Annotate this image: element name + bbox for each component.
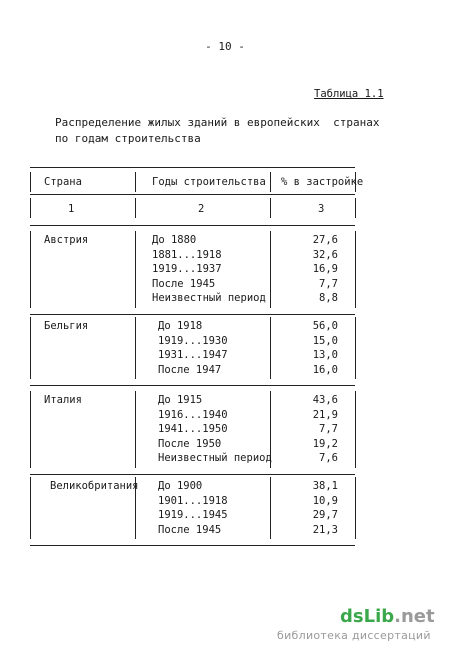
column-rule	[355, 391, 356, 468]
period-cell: До 1900	[158, 480, 203, 492]
group-separator-rule	[30, 314, 355, 315]
header-number-2: 2	[198, 203, 205, 215]
period-cell: После 1947	[158, 363, 222, 376]
percent-cell: 7,6	[319, 452, 338, 464]
group-separator-rule	[30, 385, 355, 386]
period-cell: После 1945	[152, 277, 216, 290]
column-rule	[355, 477, 356, 539]
column-rule	[135, 198, 136, 218]
column-rule	[270, 317, 271, 379]
period-cell: До 1918	[158, 320, 203, 332]
percent-cell: 38,1	[312, 480, 338, 492]
percent-cell: 7,7	[319, 423, 338, 435]
period-cell: 1901...1918	[158, 494, 228, 507]
table-caption-line-1: Распределение жилых зданий в европейских странах	[55, 116, 380, 129]
period-cell: 1941...1950	[158, 423, 228, 435]
percent-cell: 32,6	[312, 248, 338, 261]
percent-cell: 8,8	[319, 292, 338, 304]
column-rule	[30, 317, 31, 379]
column-rule	[135, 391, 136, 468]
percent-cell: 56,0	[312, 320, 338, 332]
period-cell: 1881...1918	[152, 248, 222, 261]
table-bottom-rule	[30, 545, 355, 546]
percent-cell: 16,9	[312, 263, 338, 275]
watermark-logo: dsLib.net	[340, 606, 435, 627]
column-rule	[30, 477, 31, 539]
column-rule	[355, 198, 356, 218]
column-rule	[30, 391, 31, 468]
column-rule	[135, 172, 136, 192]
period-cell: 1916...1940	[158, 408, 228, 421]
page-number: - 10 -	[205, 40, 245, 53]
column-rule	[270, 477, 271, 539]
column-rule	[270, 231, 271, 308]
percent-cell: 16,0	[312, 363, 338, 376]
column-rule	[355, 231, 356, 308]
country-cell: Бельгия	[44, 320, 89, 332]
period-cell: После 1945	[158, 523, 222, 536]
percent-cell: 10,9	[312, 494, 338, 507]
percent-cell: 43,6	[312, 394, 338, 406]
column-rule	[135, 317, 136, 379]
period-cell: 1919...1937	[152, 263, 222, 275]
watermark-subtitle: библиотека диссертаций	[277, 629, 431, 642]
column-rule	[270, 172, 271, 192]
country-cell: Италия	[44, 394, 82, 406]
percent-cell: 7,7	[319, 277, 338, 290]
header-number-1: 1	[68, 203, 75, 215]
percent-cell: 21,3	[312, 523, 338, 536]
percent-cell: 13,0	[312, 349, 338, 361]
table-label: Таблица 1.1	[314, 88, 384, 100]
table-top-rule	[30, 167, 355, 168]
header-number-3: 3	[318, 203, 325, 215]
percent-cell: 29,7	[312, 509, 338, 521]
column-rule	[270, 198, 271, 218]
period-cell: Неизвестный период	[158, 452, 272, 464]
header-percent: % в застройке	[281, 176, 364, 188]
header-country: Страна	[44, 176, 82, 188]
percent-cell: 15,0	[312, 334, 338, 347]
period-cell: Неизвестный период	[152, 292, 266, 304]
country-cell: Великобритания	[50, 480, 139, 492]
column-rule	[135, 231, 136, 308]
period-cell: До 1915	[158, 394, 203, 406]
percent-cell: 21,9	[312, 408, 338, 421]
table-caption-line-2: по годам строительства	[55, 132, 201, 145]
column-rule	[30, 231, 31, 308]
header-rule	[30, 194, 355, 195]
period-cell: До 1880	[152, 234, 197, 246]
column-rule	[30, 198, 31, 218]
header-number-rule	[30, 225, 355, 226]
group-separator-rule	[30, 474, 355, 475]
period-cell: 1919...1945	[158, 509, 228, 521]
period-cell: 1919...1930	[158, 334, 228, 347]
percent-cell: 27,6	[312, 234, 338, 246]
period-cell: 1931...1947	[158, 349, 228, 361]
column-rule	[355, 317, 356, 379]
period-cell: После 1950	[158, 437, 222, 450]
percent-cell: 19,2	[312, 437, 338, 450]
country-cell: Австрия	[44, 234, 89, 246]
column-rule	[30, 172, 31, 192]
header-years: Годы строительства	[152, 176, 266, 188]
